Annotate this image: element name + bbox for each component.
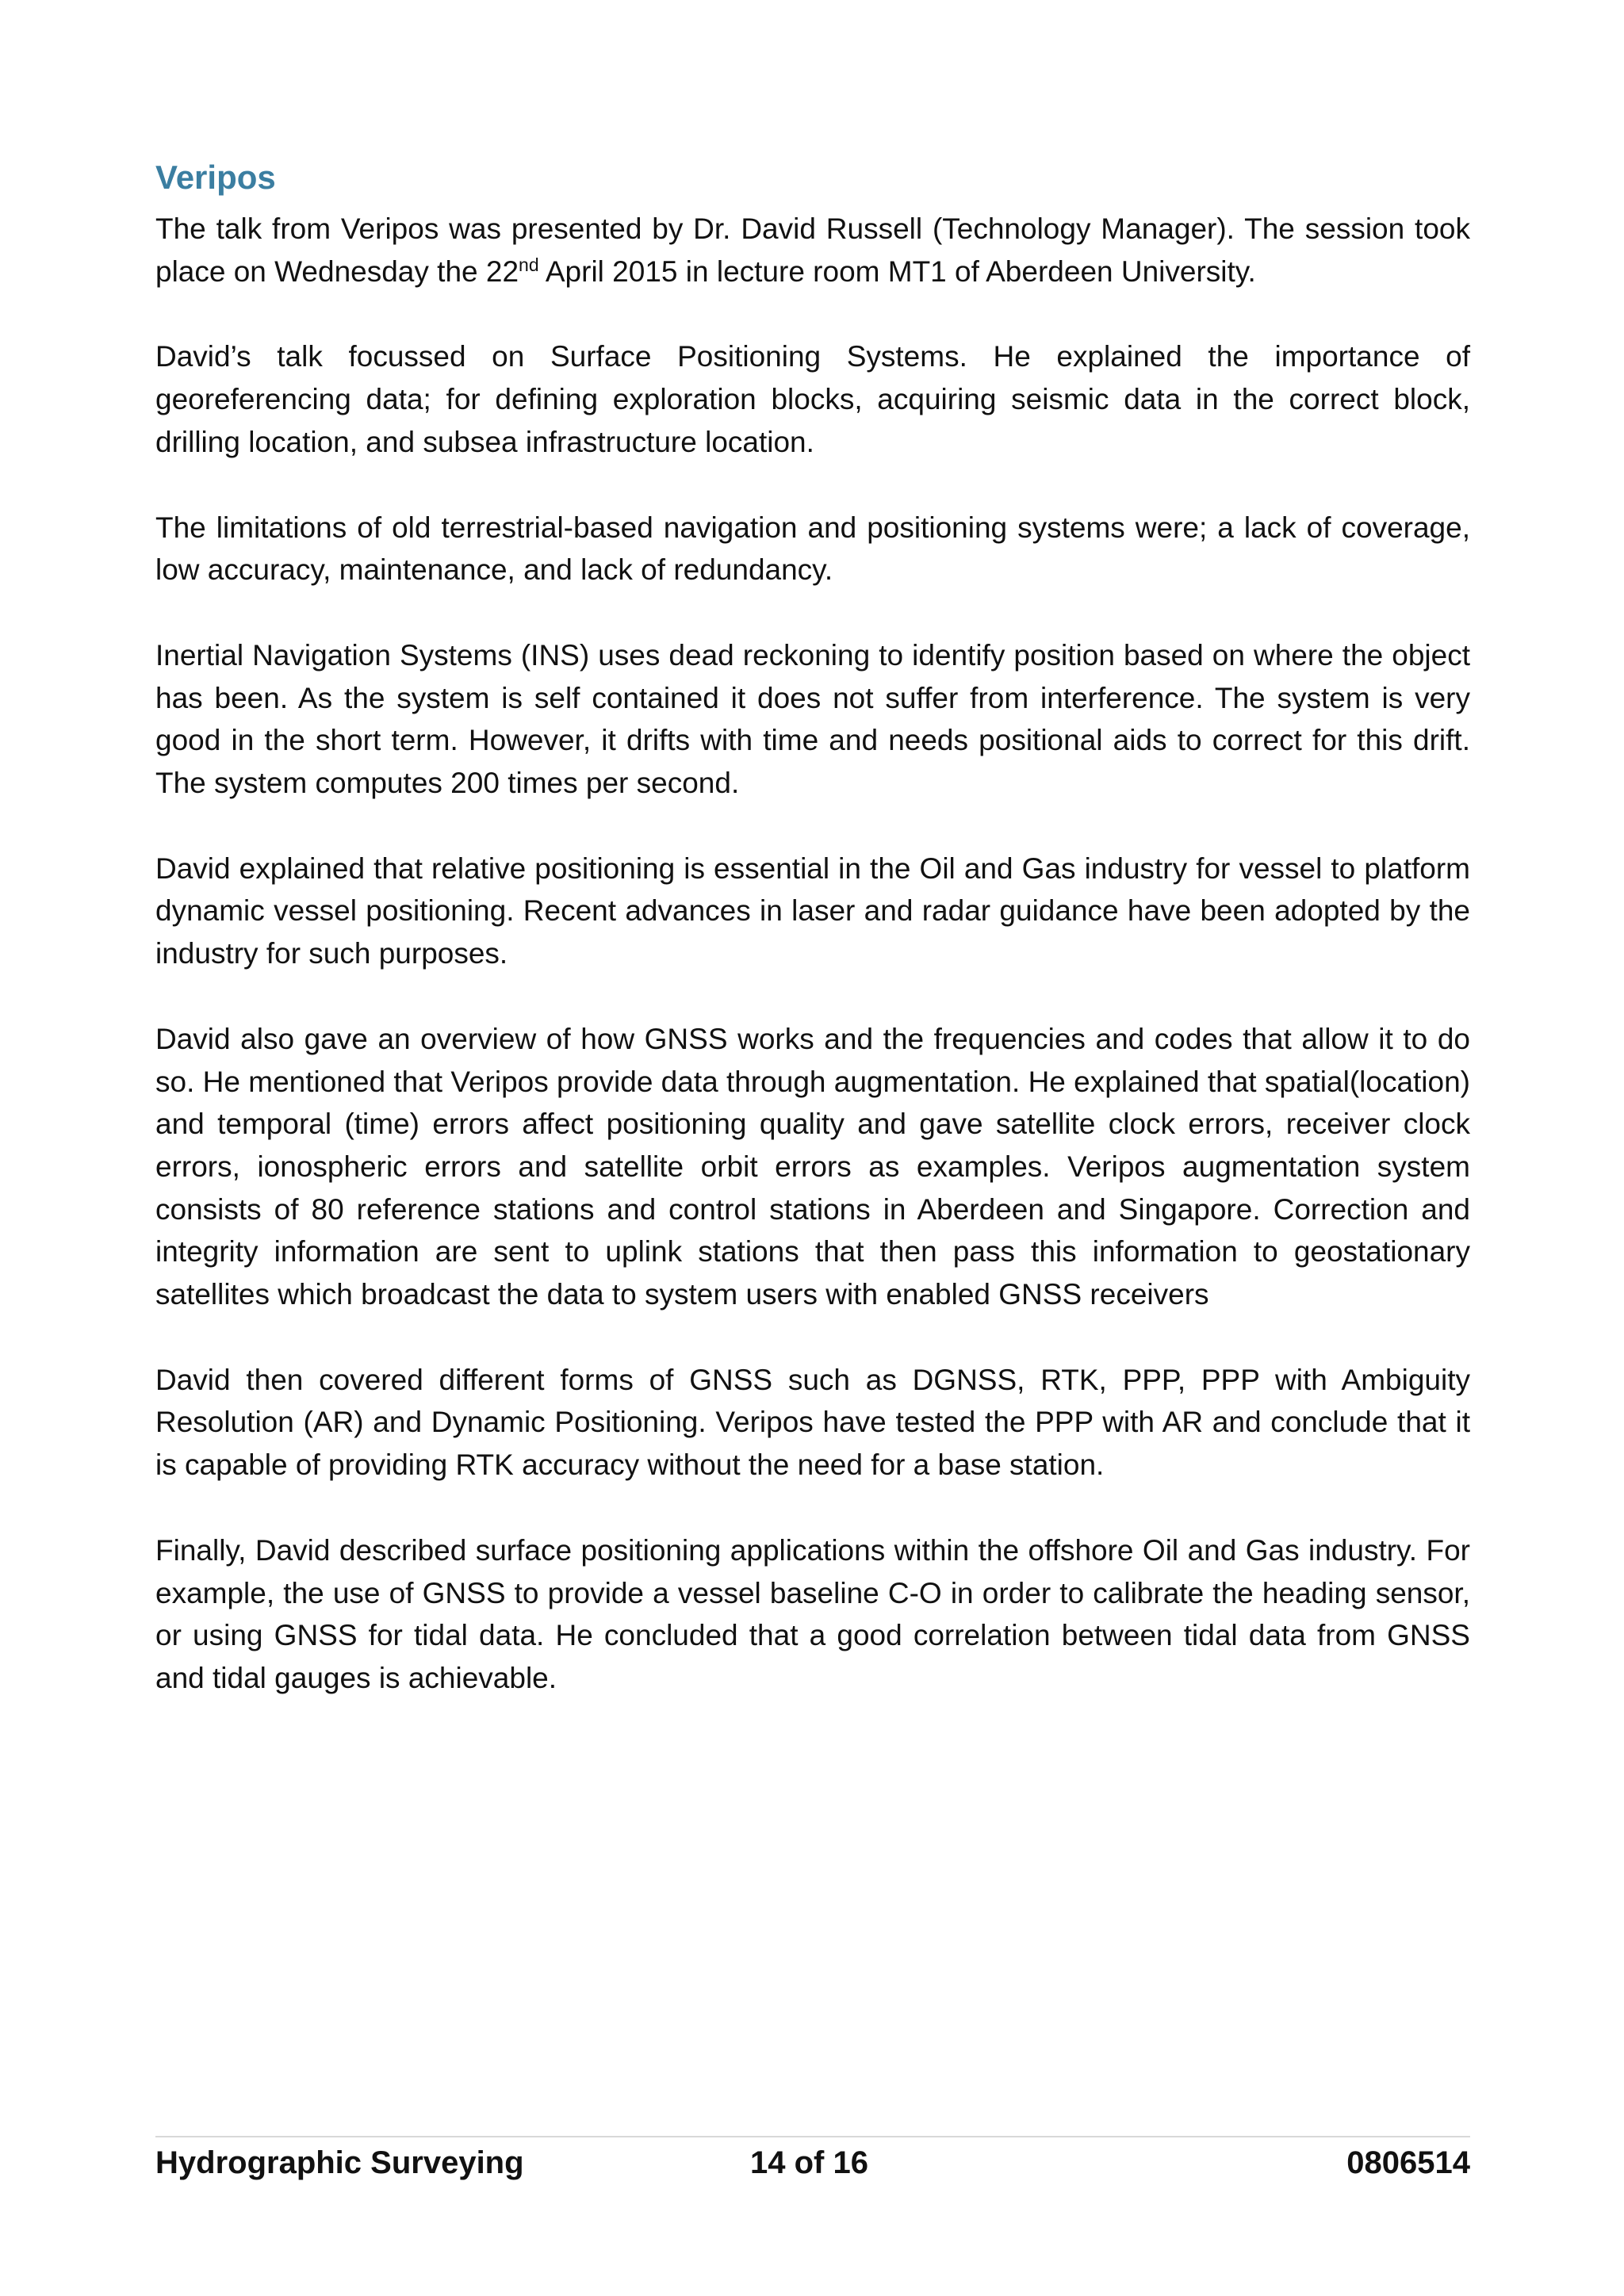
- paragraph-surface-positioning: David’s talk focussed on Surface Positioning Systems. He explained the importance of georeferencing data; for defining exploration blocks, acquiring seismic data in the correct block, drilling location, and subsea infrastructure location.: [155, 340, 1470, 458]
- paragraph-relative-positioning: David explained that relative positioning is essential in the Oil and Gas industry for vessel to platform dynamic vessel positioning. Recent advances in laser and radar guidance have been adopted by the industry for such purposes.: [155, 851, 1470, 970]
- paragraph-applications: Finally, David described surface positioning applications within the offshore Oil and Gas industry. For example, the use of GNSS to provide a vessel baseline C-O in order to calibrate the heading sensor, or using GNSS for tidal data. He concluded that a good correlation between tidal data from GNSS and tidal gauges is achievable.: [155, 1533, 1470, 1694]
- page-footer: [155, 2141, 1470, 2188]
- footer-course-title: Hydrographic Surveying: [155, 2145, 524, 2180]
- ordinal-suffix: nd: [519, 254, 539, 275]
- paragraph-intro: [155, 208, 1470, 293]
- page-content: [155, 155, 1470, 1743]
- paragraph-terrestrial-limitations: The limitations of old terrestrial-based navigation and positioning systems were; a lack of coverage, low accuracy, maintenance, and lack of redundancy.: [155, 511, 1470, 587]
- footer-student-id: 0806514: [1346, 2145, 1470, 2180]
- paragraph-ins: Inertial Navigation Systems (INS) uses dead reckoning to identify position based on where the object has been. As the system is self contained it does not suffer from interference. The system is very good in the short term. However, it drifts with time and needs positional aids to correct for this drift. The system computes 200 times per second.: [155, 638, 1470, 800]
- paragraph-gnss-forms: David then covered different forms of GNSS such as DGNSS, RTK, PPP, PPP with Ambiguity Resolution (AR) and Dynamic Positioning. Veripos have tested the PPP with AR and conclude that it is capable of providing RTK accuracy without the need for a base station.: [155, 1363, 1470, 1482]
- footer-divider: [155, 2136, 1470, 2137]
- paragraph-gnss-overview: David also gave an overview of how GNSS works and the frequencies and codes that allow it to do so. He mentioned that Veripos provide data through augmentation. He explained that spatial(location) and temporal (time) errors affect positioning quality and gave satellite clock errors, receiver clock errors, ionospheric errors and satellite orbit errors as examples. Veripos augmentation system consists of 80 reference stations and control stations in Aberdeen and Singapore. Correction and integrity information are sent to uplink stations that then pass this information to geostationary satellites which broadcast the data to system users with enabled GNSS receivers: [155, 1022, 1470, 1311]
- footer-page-number: 14 of 16: [750, 2145, 868, 2180]
- intro-text-end: April 2015 in lecture room MT1 of Aberdeen University.: [538, 254, 1256, 288]
- intro-text-start: The talk from Veripos was presented by Dr. David Russell (Technology Manager). The session took place on Wednesday the 22: [155, 212, 1470, 288]
- section-heading: Veripos: [155, 159, 276, 196]
